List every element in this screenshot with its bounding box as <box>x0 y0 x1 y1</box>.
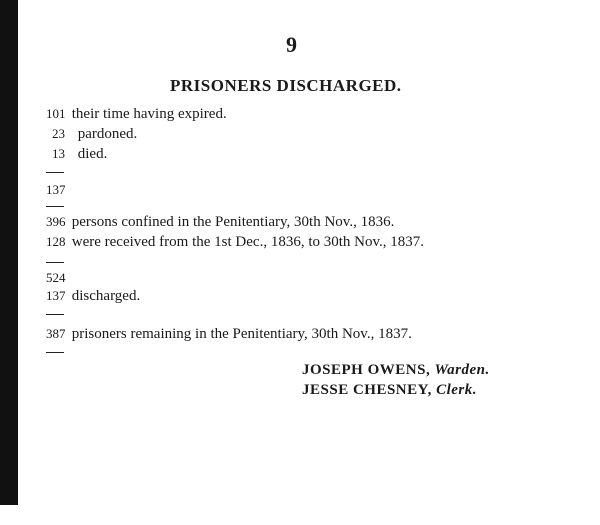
row-text: their time having expired. <box>71 106 227 122</box>
row-count: 101 <box>46 106 66 121</box>
total-count: 137 <box>46 182 66 197</box>
row-count: 396 <box>46 214 66 229</box>
row-count: 13 <box>52 146 65 161</box>
discharged-row <box>52 126 137 143</box>
signature-title: Clerk. <box>436 382 478 398</box>
sum-rule <box>46 352 64 353</box>
sum-rule <box>46 314 64 315</box>
sum-rule <box>46 206 64 207</box>
sum-rule <box>46 172 64 173</box>
row-text: prisoners remaining in the Penitentiary, 30th Nov., 1837. <box>71 326 412 342</box>
movement-row <box>46 214 394 231</box>
discharged-row <box>46 106 227 123</box>
signature-title: Warden. <box>434 362 490 378</box>
page-number: 9 <box>286 32 297 57</box>
row-count: 128 <box>46 234 66 249</box>
row-count: 387 <box>46 326 66 341</box>
signature-name: JESSE CHESNEY, <box>302 382 432 398</box>
page-bottom-margin <box>0 505 600 525</box>
remaining-row <box>46 326 412 343</box>
total-count: 524 <box>46 270 66 285</box>
signature-warden <box>302 362 490 379</box>
signature-clerk <box>302 382 477 399</box>
discharged-row <box>52 146 107 163</box>
row-text: died. <box>77 146 108 162</box>
row-text: pardoned. <box>77 126 138 142</box>
row-count: 137 <box>46 288 66 303</box>
discharged-total <box>46 182 68 199</box>
movement-total <box>46 270 68 287</box>
section-heading: PRISONERS DISCHARGED. <box>170 76 402 95</box>
less-row <box>46 288 140 305</box>
row-text: discharged. <box>71 288 141 304</box>
row-text: persons confined in the Penitentiary, 30th Nov., 1836. <box>71 214 395 230</box>
row-count: 23 <box>52 126 65 141</box>
row-text: were received from the 1st Dec., 1836, to 30th Nov., 1837. <box>71 234 425 250</box>
sum-rule <box>46 262 64 263</box>
page-edge-shadow <box>0 0 18 505</box>
signature-name: JOSEPH OWENS, <box>302 362 431 378</box>
movement-row <box>46 234 424 251</box>
